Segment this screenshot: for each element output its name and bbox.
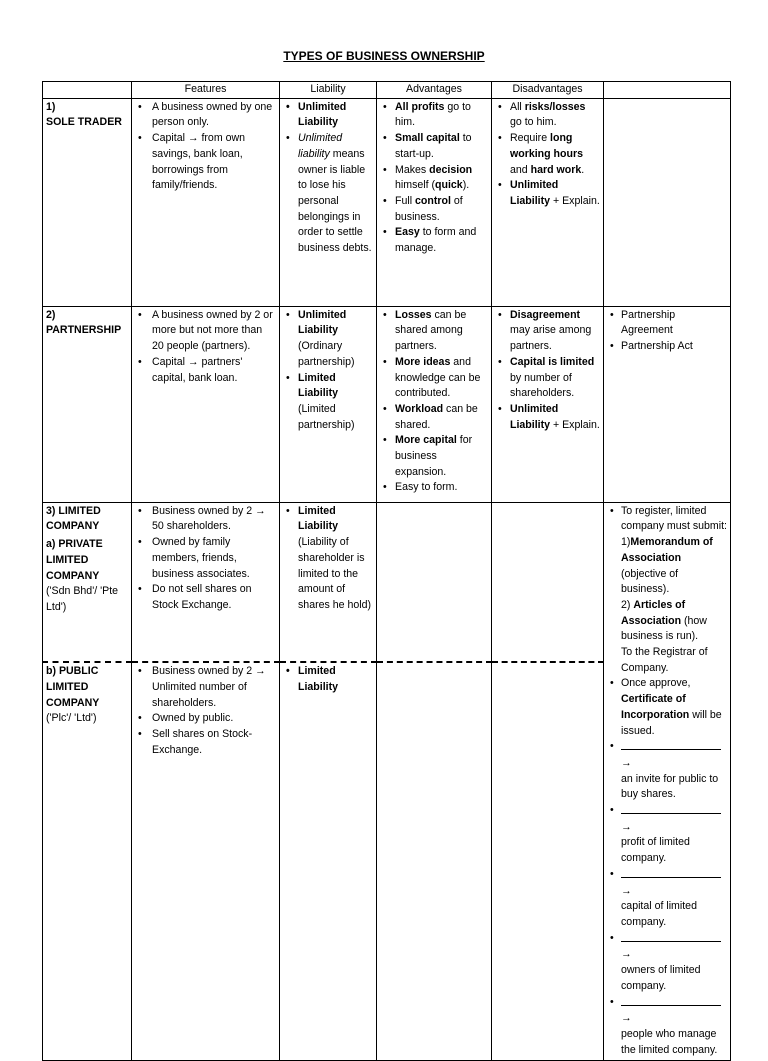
- public-label: [43, 662, 132, 1060]
- header-notes: [604, 82, 731, 99]
- sole-advantages: [377, 98, 492, 306]
- text-run: an invite for public to buy shares.: [621, 772, 719, 801]
- list-item: • Easy to form.: [380, 480, 488, 496]
- sole-trader-label: [43, 98, 132, 306]
- list-item: • Sell shares on Stock-Exchange.: [135, 727, 276, 758]
- list-item: • Owned by public.: [135, 711, 276, 727]
- list-item: [495, 178, 600, 209]
- sole-disadvantages: [492, 98, 604, 306]
- fill-in-blank[interactable]: [621, 739, 721, 750]
- sole-notes: [604, 98, 731, 306]
- bold-run: More capital: [395, 434, 457, 447]
- arrow-icon: →: [621, 1012, 632, 1025]
- text-run: (how business is run).: [621, 614, 707, 643]
- row-abbreviation: ('Plc'/ 'Ltd'): [46, 712, 97, 725]
- list-item: [495, 355, 600, 402]
- list-item: [380, 355, 488, 402]
- list-item: [607, 931, 727, 995]
- list-item: [380, 308, 488, 355]
- text-run: (Ordinary partnership): [298, 340, 355, 368]
- private-advantages: [377, 502, 492, 662]
- italic-term: Unlimited liability: [298, 132, 343, 160]
- text-run: All: [510, 100, 525, 113]
- list-item: [380, 225, 488, 256]
- text-run: of business.: [395, 194, 463, 223]
- text-run: + Explain.: [550, 194, 600, 207]
- public-disadvantages: [492, 662, 604, 1060]
- header-row: [43, 82, 731, 99]
- page-title: TYPES OF BUSINESS OWNERSHIP: [283, 49, 485, 63]
- fill-in-blank[interactable]: [621, 803, 721, 814]
- list-item: [283, 504, 373, 614]
- header-disadvantages: Disadvantages: [492, 82, 604, 99]
- list-item: • A business owned by one person only.: [135, 100, 276, 131]
- bold-run: control: [415, 194, 451, 207]
- header-liability: Liability: [280, 82, 377, 99]
- list-item: [283, 371, 373, 434]
- bold-run: Losses: [395, 308, 432, 321]
- text-run: to form and manage.: [395, 226, 477, 255]
- list-item: [495, 402, 600, 433]
- partnership-notes: [604, 306, 731, 502]
- list-item: [380, 131, 488, 162]
- fill-in-blank[interactable]: [621, 931, 721, 942]
- bold-run: Capital is limited: [510, 355, 595, 368]
- bold-run: Small capital: [395, 132, 460, 145]
- text-run: 1): [621, 536, 631, 549]
- text-run: for business expansion.: [395, 434, 473, 478]
- list-item: • A business owned by 2 or more but not more than 20 people (partners).: [135, 308, 276, 355]
- list-item: • Capital → from own savings, bank loan, borrowings from family/friends.: [135, 131, 276, 194]
- text-run: ).: [462, 179, 470, 192]
- list-item: [495, 308, 600, 355]
- text-run: (objective of business).: [621, 567, 679, 596]
- text-run: will be issued.: [621, 708, 722, 737]
- sole-features: [132, 98, 280, 306]
- row-abbreviation: ('Sdn Bhd'/ 'Pte Ltd'): [46, 585, 119, 613]
- row-name: b) PUBLIC LIMITED COMPANY: [46, 665, 100, 709]
- bold-run: Unlimited Liability: [298, 308, 347, 337]
- private-disadvantages: [492, 502, 604, 662]
- bold-run: risks/losses: [524, 100, 586, 113]
- partnership-disadvantages: [492, 306, 604, 502]
- list-item: • Limited Liability: [283, 664, 373, 695]
- list-item: [607, 504, 727, 677]
- bold-run: hard work: [530, 163, 582, 176]
- partnership-advantages: [377, 306, 492, 502]
- private-label: [43, 502, 132, 662]
- sole-liability: [280, 98, 377, 306]
- bold-run: quick: [435, 179, 463, 192]
- list-item: [380, 194, 488, 225]
- list-item: • Owned by family members, friends, business associates.: [135, 535, 276, 582]
- list-item: [495, 131, 600, 178]
- row-number: 2): [46, 308, 56, 321]
- text-run: Require: [510, 132, 551, 145]
- row-name: PARTNERSHIP: [46, 324, 122, 337]
- partnership-label: [43, 306, 132, 502]
- header-advantages: Advantages: [377, 82, 492, 99]
- list-item: [283, 131, 373, 257]
- private-features: [132, 502, 280, 662]
- text-run: Once approve,: [621, 677, 691, 690]
- arrow-icon: →: [621, 820, 632, 833]
- text-run: .: [581, 163, 585, 176]
- text-run: capital of limited company.: [621, 900, 697, 928]
- text-run: go to him.: [510, 116, 557, 129]
- list-item: [607, 867, 727, 931]
- list-item: [607, 739, 727, 803]
- text-run: can be shared among partners.: [395, 308, 467, 353]
- list-item: • Do not sell shares on Stock Exchange.: [135, 582, 276, 613]
- list-item: • Business owned by 2 → 50 shareholders.: [135, 504, 276, 535]
- public-liability: [280, 662, 377, 1060]
- text-run: means owner is liable to lose his personal belongings in order to settle business debts.: [298, 147, 372, 255]
- arrow-icon: →: [621, 884, 632, 897]
- bold-run: Limited Liability: [298, 371, 339, 400]
- text-run: himself (: [395, 179, 436, 192]
- bold-run: Certificate of Incorporation: [621, 693, 690, 721]
- list-item: [380, 402, 488, 433]
- bold-run: decision: [429, 163, 473, 176]
- text-run: by number of shareholders.: [510, 371, 575, 400]
- text-run: and knowledge can be contributed.: [395, 355, 481, 400]
- text-run: (Liability of shareholder is limited to the amount of shares he hold): [298, 536, 372, 611]
- text-run: 2): [621, 598, 634, 611]
- list-item: • Business owned by 2 → Unlimited number of shareholders.: [135, 664, 276, 711]
- list-item: [380, 100, 488, 131]
- text-run: may arise among partners.: [510, 324, 592, 353]
- bold-run: Memorandum of Association: [621, 536, 713, 564]
- text-run: Makes: [395, 163, 430, 176]
- list-item: [607, 995, 727, 1059]
- partnership-features: [132, 306, 280, 502]
- text-run: owners of limited company.: [621, 964, 701, 992]
- bold-run: More ideas: [395, 355, 451, 368]
- row-name: a) PRIVATE LIMITED COMPANY: [46, 538, 103, 582]
- row-partnership: [43, 306, 731, 502]
- bold-run: Unlimited Liability: [510, 402, 559, 431]
- bold-run: Disagreement: [510, 308, 581, 321]
- registration-notes: [604, 502, 731, 1061]
- list-item: [607, 803, 727, 867]
- bold-run: Unlimited Liability: [510, 179, 559, 207]
- arrow-icon: →: [621, 756, 632, 769]
- text-run: go to him.: [395, 100, 471, 129]
- bold-run: long working hours: [510, 132, 583, 160]
- list-item: [380, 163, 488, 194]
- private-liability: [280, 502, 377, 662]
- ownership-table: [42, 81, 731, 1061]
- arrow-icon: →: [621, 948, 632, 961]
- public-features: [132, 662, 280, 1060]
- bold-run: Articles of Association: [621, 598, 686, 627]
- list-item: • Capital → partners' capital, bank loan.: [135, 355, 276, 386]
- section-heading: 3) LIMITED COMPANY: [46, 504, 101, 533]
- row-private-limited: [43, 502, 731, 662]
- list-item: [380, 433, 488, 480]
- row-name: SOLE TRADER: [46, 116, 122, 129]
- bold-run: Limited Liability: [298, 504, 339, 533]
- memorandum-line: [621, 535, 727, 598]
- row-number: 1): [46, 100, 56, 113]
- list-item: • Partnership Agreement: [607, 308, 727, 339]
- fill-in-blank[interactable]: [621, 867, 721, 878]
- text-run: To the Registrar of Company.: [621, 646, 708, 674]
- bold-run: Workload: [395, 402, 444, 415]
- list-item: [283, 308, 373, 371]
- list-item: [607, 676, 727, 739]
- bold-run: All profits: [395, 100, 445, 113]
- text-run: can be shared.: [395, 402, 478, 431]
- partnership-liability: [280, 306, 377, 502]
- articles-line: [621, 598, 727, 645]
- text-run: to start-up.: [395, 132, 472, 160]
- bold-run: Easy: [395, 226, 420, 239]
- public-advantages: [377, 662, 492, 1060]
- fill-in-blank[interactable]: [621, 995, 721, 1006]
- header-blank: [43, 82, 132, 99]
- list-item: • Partnership Act: [607, 339, 727, 355]
- text-run: and: [510, 163, 531, 176]
- list-item: [495, 100, 600, 131]
- text-run: + Explain.: [550, 418, 600, 431]
- text-run: • To register, limited company must submit:: [621, 504, 727, 533]
- text-run: (Limited partnership): [298, 402, 355, 431]
- list-item: • Unlimited Liability: [283, 100, 373, 131]
- text-run: people who manage the limited company.: [621, 1027, 718, 1056]
- text-run: Full: [395, 194, 416, 207]
- text-run: profit of limited company.: [621, 836, 690, 865]
- header-features: Features: [132, 82, 280, 99]
- row-sole-trader: [43, 98, 731, 306]
